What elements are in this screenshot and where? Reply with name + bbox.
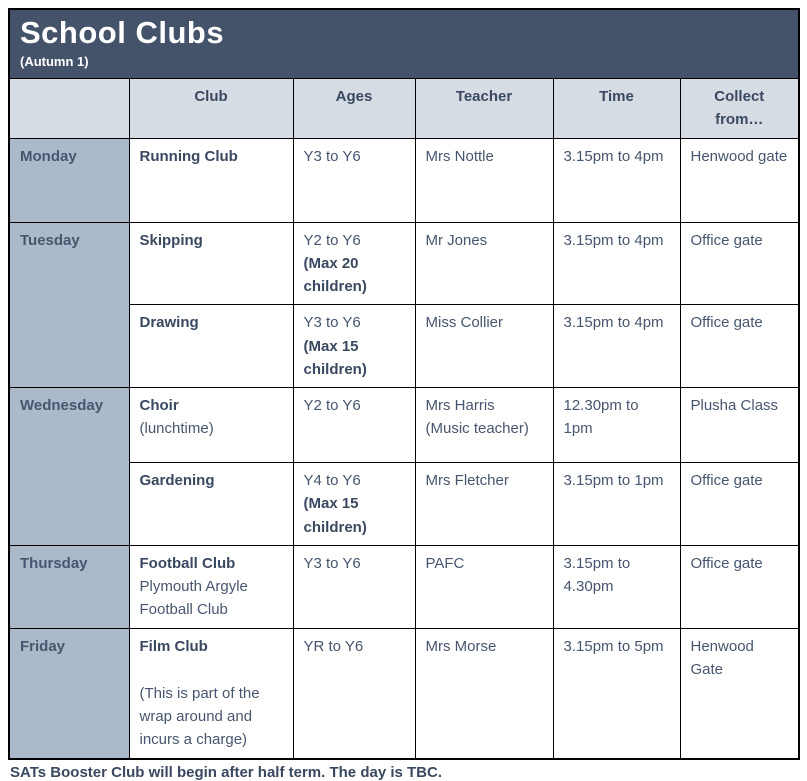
time-cell: 3.15pm to 5pm	[553, 628, 680, 759]
ages-range: Y3 to Y6	[303, 554, 361, 572]
collect-cell: Office gate	[680, 305, 799, 388]
column-header-club: Club	[129, 79, 293, 139]
club-name: Gardening	[139, 472, 215, 490]
ages-cell	[293, 222, 415, 305]
collect-cell: Henwood gate	[680, 138, 799, 222]
teacher-cell: Mr Jones	[415, 222, 553, 305]
ages-max: (Max 15 children)	[303, 495, 367, 536]
table-row	[9, 545, 799, 628]
ages-range: Y3 to Y6	[303, 147, 361, 165]
time-cell: 12.30pm to 1pm	[553, 388, 680, 463]
footer-note: SATs Booster Club will begin after half term. The day is TBC.	[10, 763, 443, 781]
teacher-cell: Mrs Nottle	[415, 138, 553, 222]
page-subtitle: (Autumn 1)	[20, 54, 89, 70]
club-cell	[129, 138, 293, 222]
club-name: Drawing	[139, 314, 199, 332]
collect-cell: Office gate	[680, 545, 799, 628]
time-cell: 3.15pm to 4pm	[553, 222, 680, 305]
column-header-time: Time	[553, 79, 680, 139]
column-header-day	[9, 79, 129, 139]
table-row	[9, 628, 799, 759]
time-cell: 3.15pm to 1pm	[553, 463, 680, 546]
teacher-cell: Mrs Fletcher	[415, 463, 553, 546]
club-note: Plymouth Argyle Football Club	[139, 578, 248, 619]
day-cell-wednesday: Wednesday	[9, 388, 129, 546]
ages-range: YR to Y6	[303, 637, 364, 655]
club-cell	[129, 388, 293, 463]
club-name: Running Club	[139, 147, 238, 165]
table-row	[9, 222, 799, 305]
column-header-collect: Collect from…	[680, 79, 799, 139]
club-cell	[129, 545, 293, 628]
ages-cell	[293, 388, 415, 463]
ages-cell	[293, 138, 415, 222]
club-note: (This is part of the wrap around and incurs a charge)	[139, 684, 260, 749]
ages-cell	[293, 628, 415, 759]
club-cell	[129, 463, 293, 546]
day-cell-monday: Monday	[9, 138, 129, 222]
time-cell: 3.15pm to 4pm	[553, 305, 680, 388]
ages-range: Y3 to Y6	[303, 314, 361, 332]
teacher-cell: Miss Collier	[415, 305, 553, 388]
time-cell: 3.15pm to 4.30pm	[553, 545, 680, 628]
school-clubs-table	[8, 8, 800, 760]
teacher-cell: PAFC	[415, 545, 553, 628]
club-cell	[129, 222, 293, 305]
club-note: (lunchtime)	[139, 420, 214, 438]
ages-range: Y4 to Y6	[303, 472, 361, 490]
collect-cell: Plusha Class	[680, 388, 799, 463]
collect-cell: Office gate	[680, 222, 799, 305]
time-cell: 3.15pm to 4pm	[553, 138, 680, 222]
collect-cell: Office gate	[680, 463, 799, 546]
page-title: School Clubs	[20, 15, 225, 50]
day-cell-friday: Friday	[9, 628, 129, 759]
teacher-cell: Mrs Morse	[415, 628, 553, 759]
ages-cell	[293, 545, 415, 628]
ages-range: Y2 to Y6	[303, 397, 361, 415]
day-cell-tuesday: Tuesday	[9, 222, 129, 388]
club-name: Football Club	[139, 554, 236, 572]
club-cell	[129, 628, 293, 759]
ages-cell	[293, 305, 415, 388]
column-header-teacher: Teacher	[415, 79, 553, 139]
ages-range: Y2 to Y6	[303, 231, 361, 249]
club-cell	[129, 305, 293, 388]
table-row	[9, 138, 799, 222]
title-row	[9, 9, 799, 79]
club-name: Skipping	[139, 231, 203, 249]
column-header-ages: Ages	[293, 79, 415, 139]
day-cell-thursday: Thursday	[9, 545, 129, 628]
table-row	[9, 388, 799, 463]
club-name: Choir	[139, 397, 179, 415]
ages-cell	[293, 463, 415, 546]
title-banner	[9, 9, 799, 79]
column-header-row	[9, 79, 799, 139]
ages-max: (Max 20 children)	[303, 254, 367, 296]
collect-cell: Henwood Gate	[680, 628, 799, 759]
teacher-cell: Mrs Harris (Music teacher)	[415, 388, 553, 463]
club-name: Film Club	[139, 637, 208, 655]
ages-max: (Max 15 children)	[303, 337, 367, 378]
